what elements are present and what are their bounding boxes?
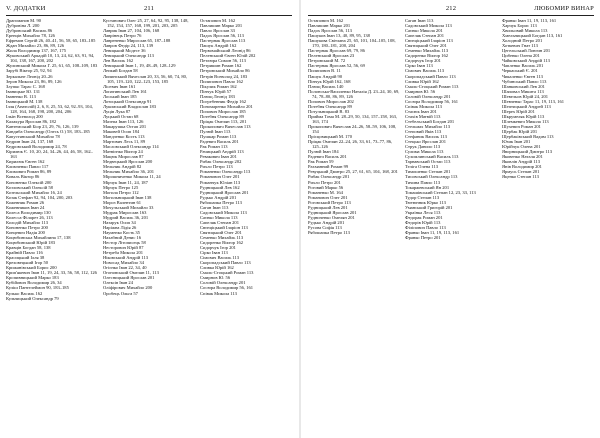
index-entry: Свєнціцький Іларіон 113 — [405, 38, 453, 44]
index-entry: Прокопович Вячеслав 24–26, 58–59, 106, 108, 154 — [308, 123, 397, 135]
index-entry: Луців Лука 87 — [103, 108, 131, 114]
index-entry: Сидоренко Віктор 162 — [200, 240, 244, 246]
index-entry: Левицький Модест 36 — [103, 48, 146, 54]
index-entry: Стецько Ярослав 201 — [405, 139, 446, 145]
index-entry: Козельський Михайло 16, 24 — [6, 189, 62, 195]
index-entry: Кирилюк Євген 162 — [6, 159, 45, 165]
index-entry: Кульчицький Олександр 79 — [6, 295, 59, 301]
index-entry: Мірчук Петро 125 — [103, 184, 139, 190]
right-index-column-3 — [502, 18, 594, 434]
index-entry: Співак Микола 113 — [405, 103, 442, 109]
index-entry: Петровський Михайло 86 — [200, 68, 250, 74]
index-entry: Коваль Віктор 86 — [6, 174, 40, 180]
index-entry: Хмельницький Богдан 113, 161 — [502, 33, 563, 39]
index-entry: Кантемський Біор 23, 29, 76, 126, 139 — [6, 123, 79, 129]
index-entry: Мочульський Михайло 33 — [103, 204, 154, 210]
index-entry: Рихло Петро 113 — [200, 164, 233, 170]
index-entry: Смаль-Стоцький Роман 113 — [405, 83, 459, 89]
index-entry: Колодій Михайло 113 — [6, 219, 49, 225]
index-entry: Первомайський Леонід 86 — [200, 48, 251, 54]
index-entry: Радевич Василь 201 — [308, 154, 347, 160]
index-entry: Співак Микола 113 — [200, 290, 237, 296]
index-entry: Сидорчук Ігор 201 — [405, 58, 441, 64]
index-entry: Хвильовий Микола 113 — [502, 28, 548, 34]
index-entry: Шанковський Лев 201 — [502, 83, 545, 89]
index-entry: Яценко Степан 113 — [502, 174, 539, 180]
index-entry: Пеленський Ярослав 23 — [308, 53, 355, 59]
index-entry: Еренців Михайло 78, 126 — [6, 33, 55, 39]
index-entry: Рахманний Роман 99 — [308, 164, 349, 170]
index-entry: Полонська-Василенко Наталія Д. 23–24, 30, 69, 74, 78–80, 86, 89, 126 — [308, 88, 400, 99]
index-entry: Олексів Іван 24 — [103, 280, 133, 286]
index-entry: Чубинський Павло 113 — [502, 78, 547, 84]
index-entry: Ілля (Анатолій) 2, 6, 8, 25, 53, 62, 92–93, 104, 128, 164, 168, 198, 200, 204, 206 — [6, 103, 93, 114]
index-entry: Смаль-Стоцький Роман 113 — [200, 270, 254, 276]
index-entry: Стельмах Михайло 113 — [405, 123, 451, 129]
index-entry: Саєнко Микола 113 — [200, 214, 238, 220]
index-entry: Погребенник Федір 162 — [200, 98, 246, 104]
index-entry: Рудницький Лев 162 — [200, 184, 240, 190]
index-entry: Сімович Василь 113 — [200, 255, 240, 261]
index-entry: Лопатинський Лев 161 — [103, 88, 147, 94]
index-entry: Драгоманов М. 90 — [6, 18, 42, 23]
index-entry: Роговий Марко 56 — [308, 184, 344, 190]
index-entry: Петлюра Симон 56, 113 — [200, 58, 246, 64]
index-entry: Лоський Іван 185 — [103, 93, 137, 99]
index-entry: Янів Володимир 201 — [502, 164, 542, 170]
index-entry: Пріцак Омелян 113, 201 — [200, 118, 247, 124]
index-entry: Колесса Філарет 26, 113 — [6, 214, 53, 220]
index-entry: Ревакович Іван 201 — [200, 154, 237, 160]
index-entry: Цибенко Олена 201 — [502, 53, 540, 59]
index-entry: Кожевников Іван 24 — [6, 204, 45, 210]
index-entry: Рибак Олександр 202 — [200, 159, 242, 165]
index-entry: Климович Роман 86, 89 — [6, 169, 52, 175]
index-entry: Тютюнник Юрко 113 — [405, 199, 446, 205]
index-entry: Павло Ярослав 33 — [200, 28, 235, 34]
index-entry: Мельник Андрій 82 — [103, 164, 142, 170]
index-entry: Пінчук Юрій 57 — [200, 88, 232, 94]
index-entry: Остапович М. 162 — [200, 18, 236, 23]
index-entry: Семенко Михайль 113 — [405, 48, 449, 54]
index-entry: Садовський Микола 113 — [405, 23, 452, 29]
index-entry: Стебельський Богдан 201 — [405, 118, 455, 124]
index-entry: Рудницький Ярослав 201 — [308, 209, 357, 215]
index-entry: Степовий Яків 113 — [405, 129, 442, 135]
index-entry: Романович Олег 201 — [308, 194, 348, 200]
index-entry: Сидорчук Ігор 201 — [200, 245, 236, 251]
index-entry: Прийма Тома М. 28–29, 50, 134, 157–158, 163, 163, 174 — [308, 113, 398, 124]
index-entry: Тисовський Олександр 113 — [405, 174, 458, 180]
index-entry: Русова Софія 113 — [308, 224, 342, 230]
index-entry: Мороз Валентин 61 — [103, 199, 142, 205]
index-entry: Падох Ярослав 56, 113 — [200, 33, 244, 39]
index-entry: Федорів Юрій 113 — [405, 219, 441, 225]
index-entry: Роговський Петро 113 — [308, 199, 351, 205]
right-page-number: 212 — [445, 5, 457, 12]
index-entry: Кропивницький Марко 183 — [6, 275, 59, 281]
index-entry: Шухевич Роман 201 — [502, 123, 541, 129]
index-entry: Пашуков Іван 13, 40, 89, 95, 138 — [308, 33, 370, 39]
index-entry: Падох Ярослав 56, 113 — [308, 28, 352, 34]
index-entry: Франко Петро 201 — [405, 235, 441, 241]
index-entry: Шкрумеляк Юрій 113 — [502, 113, 545, 119]
index-entry: Смирнов Ю. 56 — [405, 88, 436, 94]
index-entry: Левицький Іван 1, 19, 48–49, 128–129 — [103, 63, 176, 69]
index-entry: Петришин Роман 162 — [200, 63, 242, 69]
index-entry: Рак Роман 113 — [200, 144, 228, 150]
index-entry: Саєнко Микола 201 — [405, 28, 443, 34]
index-entry: Пастернак Ярослав 113 — [200, 38, 246, 44]
index-entry: Щербаківський Вадим 113 — [502, 134, 554, 140]
index-entry: Потебня Олександр 89 — [200, 113, 244, 119]
index-entry: Шевельов Юрій 24, 201 — [502, 93, 549, 99]
index-entry: Романчук Юліан 113 — [200, 179, 241, 185]
index-entry: Огоновський Омелян 11, 113 — [103, 270, 159, 276]
index-entry: Пилипович В. 11 — [308, 68, 341, 74]
index-entry: Науменко Кость 35 — [103, 229, 140, 235]
right-page-header — [308, 4, 594, 14]
index-entry: Пашук Андрій 90 — [308, 73, 343, 79]
index-entry: Холодний Петро 201 — [502, 38, 543, 44]
index-entry: Кірилюк Є. 10, 20, 24, 34–26, 44, 46, 58, 162–163 — [6, 149, 93, 160]
index-entry: Лаврінець Петро 76 — [103, 33, 142, 39]
index-entry: Струк Данило 113 — [405, 144, 441, 150]
index-entry: Креховецький Ігор 50 — [6, 260, 48, 266]
index-entry: Українка Леся 113 — [405, 209, 441, 215]
index-entry: Сапеляк Степан 201 — [200, 219, 239, 225]
index-entry: Тарнавський Остап 113 — [405, 159, 451, 165]
index-entry: Кулько Василь 162 — [6, 290, 43, 296]
index-entry: Крайній Павло 116 — [6, 250, 43, 256]
index-entry: Іваненко В. 113 — [6, 93, 36, 99]
index-entry: Сімович Василь 113 — [405, 68, 445, 74]
index-entry: Теліга Олена 113 — [405, 164, 438, 170]
index-entry: Сливка Юрій 162 — [200, 265, 234, 271]
index-entry: Кононенко Олексій 200 — [6, 179, 52, 185]
index-entry: Оліфірович Михайло 200 — [103, 285, 153, 291]
index-entry: Скоропадський Павло 113 — [405, 73, 456, 79]
index-entry: Лев Василь 162 — [103, 58, 134, 64]
index-entry: Лавров Федір 24, 113, 139 — [103, 43, 154, 49]
index-entry: Пастернак Ярослав 69, 79, 86 — [308, 48, 365, 54]
index-entry: Рихло Петро 201 — [308, 179, 341, 185]
index-entry: Мельник Михайло 36, 201 — [103, 169, 155, 175]
index-entry: Потебня Олександр 89 — [308, 103, 352, 109]
index-entry: Рябошапка Петро 113 — [200, 199, 242, 205]
left-page — [0, 0, 298, 438]
index-entry: Пашукова Світлана 25, 65, 101, 104–105, 108, 170, 180–181, 200, 204 — [308, 38, 396, 49]
index-entry: Колеса Володимир 130 — [6, 209, 51, 215]
index-entry: Харчук Борис 113 — [502, 23, 537, 29]
index-entry: Пеленський Євген Юлій 202 — [200, 53, 256, 59]
index-entry: Пушкар Роман 113 — [200, 134, 237, 140]
running-head-right: ЛЮБОМИР ВИНАР — [534, 5, 594, 12]
index-entry: Іваницький М. 138 — [6, 98, 43, 104]
index-entry: Іваницьке Ю. 131 — [6, 88, 41, 94]
index-entry: Лаврененко Мирослав 65, 187–188 — [103, 38, 171, 44]
index-entry: Капустянський Михайло 78 — [6, 134, 60, 140]
index-entry: Чапленко Василь 201 — [502, 63, 544, 69]
index-entry: Мартович Лесь 11, 89 — [103, 139, 146, 145]
index-entry: Масловський Олександр 114 — [103, 144, 159, 150]
index-entry: Франко Іван 11, 19, 113, 161 — [405, 229, 460, 235]
index-entry: Петрів Всеволод 24, 183 — [200, 73, 248, 79]
index-entry: Липинський Вячеслав 20, 33, 56, 60, 74, 80, 105, 119–120, 122–123, 153, 185 — [103, 73, 188, 84]
index-entry: Несторович Юрій 87 — [103, 245, 144, 251]
index-entry: Остапович М. 162 — [308, 18, 344, 23]
index-entry: Мірошниченко Микола 11, 24 — [103, 174, 161, 180]
index-entry: Плющ Василь 140 — [308, 83, 344, 89]
index-entry: Юрійчук Олена 201 — [502, 144, 541, 150]
index-entry: Коцюбинська Михайлина 17, 138 — [6, 235, 71, 241]
index-entry: Чайковський Андрій 113 — [502, 58, 550, 64]
index-entry: Тимошенко Степан 201 — [405, 169, 451, 175]
index-entry: Романенко М. 164 — [308, 189, 343, 195]
left-index-columns — [6, 18, 292, 434]
index-entry: Юзик Іван 201 — [502, 139, 531, 145]
index-entry: Святицький Олег 201 — [200, 229, 242, 235]
index-entry: Ревуцький Дмитро 25, 27, 61, 65, 104, 168, 201 — [308, 169, 398, 175]
index-entry: Рудько Андрій 201 — [308, 219, 345, 225]
index-entry: Ільїн Всеволод 200 — [6, 113, 43, 119]
index-entry: Лукомський Владислав 183 — [103, 103, 157, 109]
index-entry: Новосад Михайло 34 — [103, 260, 144, 266]
index-entry: Нестор Літописець 58 — [103, 240, 146, 246]
index-entry: Луцький Остап 68 — [103, 113, 139, 119]
index-entry: Саган Іван 113 — [405, 18, 434, 23]
left-page-number: 211 — [143, 5, 155, 12]
index-entry: Стасюк Іван 201 — [405, 108, 437, 114]
index-entry: Рудницький Ярослав 201 — [200, 189, 249, 195]
index-entry: Саган Іван 113 — [200, 204, 229, 210]
index-entry: Лотоцький Олександр 91 — [103, 98, 152, 104]
index-entry: Яковенко Наталя 201 — [502, 154, 543, 160]
index-entry: Смирнов Ю. 56 — [200, 275, 231, 281]
index-entry: Сосюра Володимир 56, 161 — [405, 98, 459, 104]
index-entry: Романович Олег 201 — [200, 174, 240, 180]
index-entry: Левицький Олександр 113 — [103, 53, 154, 59]
index-entry: Мудрак Мирослав 163 — [103, 209, 147, 215]
index-entry: Могильницький Іван 138 — [103, 194, 152, 200]
index-entry: Рудниченко Омелян 201 — [308, 214, 355, 220]
index-entry: Попович Мирослав 185 — [200, 108, 246, 114]
index-entry: Наріжна Лідія 26 — [103, 224, 137, 230]
index-entry: Рак Роман 59 — [308, 159, 334, 165]
running-head-left: V. ДОДАТКИ — [6, 5, 46, 12]
index-entry: Огієнко Іван 22, 34, 40 — [103, 265, 147, 271]
index-entry: Жулинський Микола Г. 25, 61, 65, 108–109, 183 — [6, 63, 98, 69]
index-entry: Кононенко Петро 200 — [6, 224, 48, 230]
index-entry: Зеркальне Леонід 20–26 — [6, 73, 53, 79]
index-entry: Павлишин Марко 201 — [200, 23, 243, 29]
index-entry: Кедровський Володимир 24, 78 — [6, 144, 67, 150]
book-gutter — [299, 0, 301, 438]
index-entry: Сухомлинський Василь 113 — [405, 154, 459, 160]
index-entry: Ярмусь Степан 201 — [502, 169, 540, 175]
index-entry: Красицький Ілля 38 — [6, 255, 45, 261]
index-entry: Федорак Роман 201 — [405, 214, 443, 220]
index-entry: Франко Іван 11, 19, 113, 161 — [502, 18, 557, 23]
index-entry: Плющ Леонід 183 — [200, 93, 235, 99]
index-entry: Мірчук Іван 11, 24, 187 — [103, 179, 148, 185]
index-entry: Шептицький Андрей 113 — [502, 103, 551, 109]
index-entry: Лепкий Богдан 58 — [103, 68, 138, 74]
index-entry: Шаповал Микита 113 — [502, 88, 544, 94]
index-entry: Могила Петро 112 — [103, 189, 139, 195]
left-index-column-2 — [103, 18, 195, 434]
right-index-column-2 — [405, 18, 497, 434]
index-entry: Цегельський Лонгин 201 — [502, 48, 551, 54]
index-entry: Токаржевський Ян 201 — [405, 184, 450, 190]
index-entry: Пулюй Іван 184 — [308, 149, 339, 155]
index-entry: Мандзенко Кость 113 — [103, 134, 145, 140]
index-entry: Рябошапка Петро 113 — [308, 229, 350, 235]
index-entry: Ждан Михайло 23, 86, 89, 126 — [6, 43, 65, 49]
index-entry: Кравців Богдан 58, 138 — [6, 245, 51, 251]
index-entry: Пашук Андрій 162 — [200, 43, 237, 49]
index-entry: Філіпович Павло 113 — [405, 224, 446, 230]
index-entry: Мацюк Мирослав 87 — [103, 154, 144, 160]
index-entry: Матвієнко Віктор 24 — [103, 149, 143, 155]
index-entry: Радевич Василь 201 — [200, 139, 239, 145]
right-index-columns — [308, 18, 594, 434]
index-entry: Щербак Юрій 201 — [502, 129, 538, 135]
index-entry: Петровський М. 72 — [308, 58, 346, 64]
index-entry: Злупко Тарас С. 168 — [6, 83, 45, 89]
index-entry: Крип'якевич Іван 11, 19, 24, 33, 56, 58, 112, 126 — [6, 270, 97, 276]
index-entry: Оробець Ольга 57 — [103, 290, 138, 296]
index-entry: Скоропадський Павло 113 — [200, 260, 251, 266]
left-index-column-3 — [200, 18, 292, 434]
index-entry: Потульницький В. 83 — [308, 108, 350, 114]
index-entry: Пріцак Омелян 22–24, 26, 33, 61, 73–77, 86, 125–126 — [308, 139, 393, 150]
index-entry: Ніковський Андрій 113 — [103, 255, 149, 261]
index-entry: Климченко Павло 117 — [6, 164, 49, 170]
index-entry: Сосюра Володимир 56, 161 — [200, 285, 254, 291]
index-entry: Сапеляк Степан 201 — [405, 33, 444, 39]
index-entry: Пінчук Юрій 162, 168 — [308, 78, 351, 84]
index-entry: Стефаник Василь 113 — [405, 134, 447, 140]
index-entry: Свєнціцький Іларіон 113 — [200, 224, 248, 230]
index-entry: Назарук Осип 34 — [103, 219, 136, 225]
left-page-header — [6, 4, 292, 14]
index-entry: Дубровіна Л. 200 — [6, 23, 40, 29]
index-entry: Сливка Юрій 162 — [405, 78, 439, 84]
index-entry: Пономаренко Михайло 201 — [200, 103, 253, 109]
index-entry: Томашівський Степан 12, 23, 33, 113 — [405, 189, 476, 195]
left-header-rule — [6, 15, 292, 16]
index-entry: Рудницький Лев 201 — [308, 204, 348, 210]
index-entry: Романенко Олександр 113 — [200, 169, 251, 175]
index-entry: Макарушка Остап 201 — [103, 123, 147, 129]
index-entry: Пулюй Іван 113 — [200, 129, 231, 135]
index-entry: Прісцовицький М. 170 — [308, 134, 352, 140]
index-entry: Козловський Олексій 58 — [6, 184, 53, 190]
index-entry: Пікулик Роман 162 — [200, 83, 237, 89]
index-entry: Зарубі Віктор 25, 92, 94 — [6, 68, 52, 74]
index-entry: Соловій Олександр 201 — [405, 93, 451, 99]
index-entry: Тудор Степан 113 — [405, 194, 440, 200]
index-entry: Прокопович Вячеслав 113 — [200, 123, 251, 129]
right-page — [302, 0, 600, 438]
index-entry: Козак Стефан 92, 94, 104, 200, 203 — [6, 194, 73, 200]
index-entry: Пилипович Павло 162 — [200, 78, 244, 84]
index-entry: Калакура Ярослав 86, 182 — [6, 118, 57, 124]
index-entry: Ефремов Сергій 26, 40–41, 56, 58, 65, 183–185 — [6, 38, 96, 44]
index-entry: Жуковський Аркадій 10, 13, 24, 62, 63, 91, 94, 104, 138, 167, 200, 202 — [6, 53, 95, 64]
index-entry: Нетреба Микола 201 — [103, 250, 144, 256]
index-entry: Шлемкевич Микола 113 — [502, 118, 549, 124]
index-entry: Хоткевич Гнат 113 — [502, 43, 538, 49]
index-entry: Нахабний Денис 16 — [103, 235, 142, 241]
index-entry: Медвецький Ярослав 200 — [103, 159, 153, 165]
index-entry: Стахів Матвій 113 — [405, 113, 441, 119]
index-entry: Павлишин Марко 201 — [308, 23, 351, 29]
index-entry: Тичина Павло 113 — [405, 179, 441, 185]
index-entry: Куліш Пантелеймон 90, 183–185 — [6, 285, 69, 291]
index-entry: Коцюбинський Юрій 183 — [6, 240, 55, 246]
right-header-rule — [308, 15, 594, 16]
index-entry: Попович Мирослав 202 — [308, 98, 354, 104]
index-entry: Кандиба Олександр (Олесь О.) 58, 183–185 — [6, 129, 90, 135]
index-entry: Уманський Григорій 201 — [405, 204, 453, 210]
index-entry: Яковлів Андрій 113 — [502, 159, 540, 165]
index-entry: Маковей Осип 184 — [103, 129, 140, 135]
right-index-column-1 — [308, 18, 400, 434]
index-entry: Жила Володимир 137, 167, 175 — [6, 48, 67, 54]
index-entry: Концевич Надія 200 — [6, 229, 45, 235]
index-entry: Чикаленко Євген 113 — [502, 73, 543, 79]
left-index-column-1 — [6, 18, 98, 434]
index-entry: Рачицький Андрій 113 — [200, 149, 244, 155]
index-entry: Соловій Олександр 201 — [200, 280, 246, 286]
index-entry: Семенко Михайль 113 — [200, 235, 244, 241]
index-entry: Кустанович Олег 25, 27, 64, 92, 95, 138, 148, 152, 154, 157, 168, 199, 201, 203, 205 — [103, 18, 189, 29]
index-entry: Лісевич Іван 161 — [103, 83, 136, 89]
index-entry: Лаврик Іван 27, 104, 106, 168 — [103, 28, 160, 34]
index-entry: Сірко Іван 113 — [405, 63, 433, 69]
index-entry: Садовський Микола 113 — [200, 209, 247, 215]
index-entry: Пастернак Ярослав 52, 56, 69 — [308, 63, 365, 69]
index-entry: Кедрин Іван 24, 137, 168 — [6, 139, 54, 145]
index-entry: Яворницький Дмитро 113 — [502, 149, 553, 155]
index-entry: Мудрий Василь 36, 201 — [103, 214, 149, 220]
index-entry: Рибак Олександр 201 — [308, 174, 350, 180]
index-entry: Олесницький Ярослав 201 — [103, 275, 155, 281]
index-entry: Черкаський Є. 201 — [502, 68, 538, 74]
index-entry: Зеров Микола 23, 86, 89, 126 — [6, 78, 62, 84]
index-entry: Кожевник Роман 26 — [6, 199, 45, 205]
index-entry: Дубровський Василь 86 — [6, 28, 53, 34]
index-entry: Шерех Юрій 201 — [502, 108, 535, 114]
index-entry: Шевченко Тарас 11, 19, 113, 161 — [502, 98, 565, 104]
index-entry: Кубійович Володимир 26, 34 — [6, 280, 62, 286]
index-entry: Сірко Іван 113 — [200, 250, 228, 256]
index-entry: Крижанівський Борис 200 — [6, 265, 57, 271]
index-entry: Святицький Олег 201 — [405, 43, 447, 49]
index-entry: Мазепа Іван 113, 126 — [103, 118, 144, 124]
index-entry: Сулима Микола 113 — [405, 149, 444, 155]
index-entry: Сидоренко Віктор 162 — [405, 53, 449, 59]
index-entry: Рудько Андрій 201 — [200, 194, 237, 200]
